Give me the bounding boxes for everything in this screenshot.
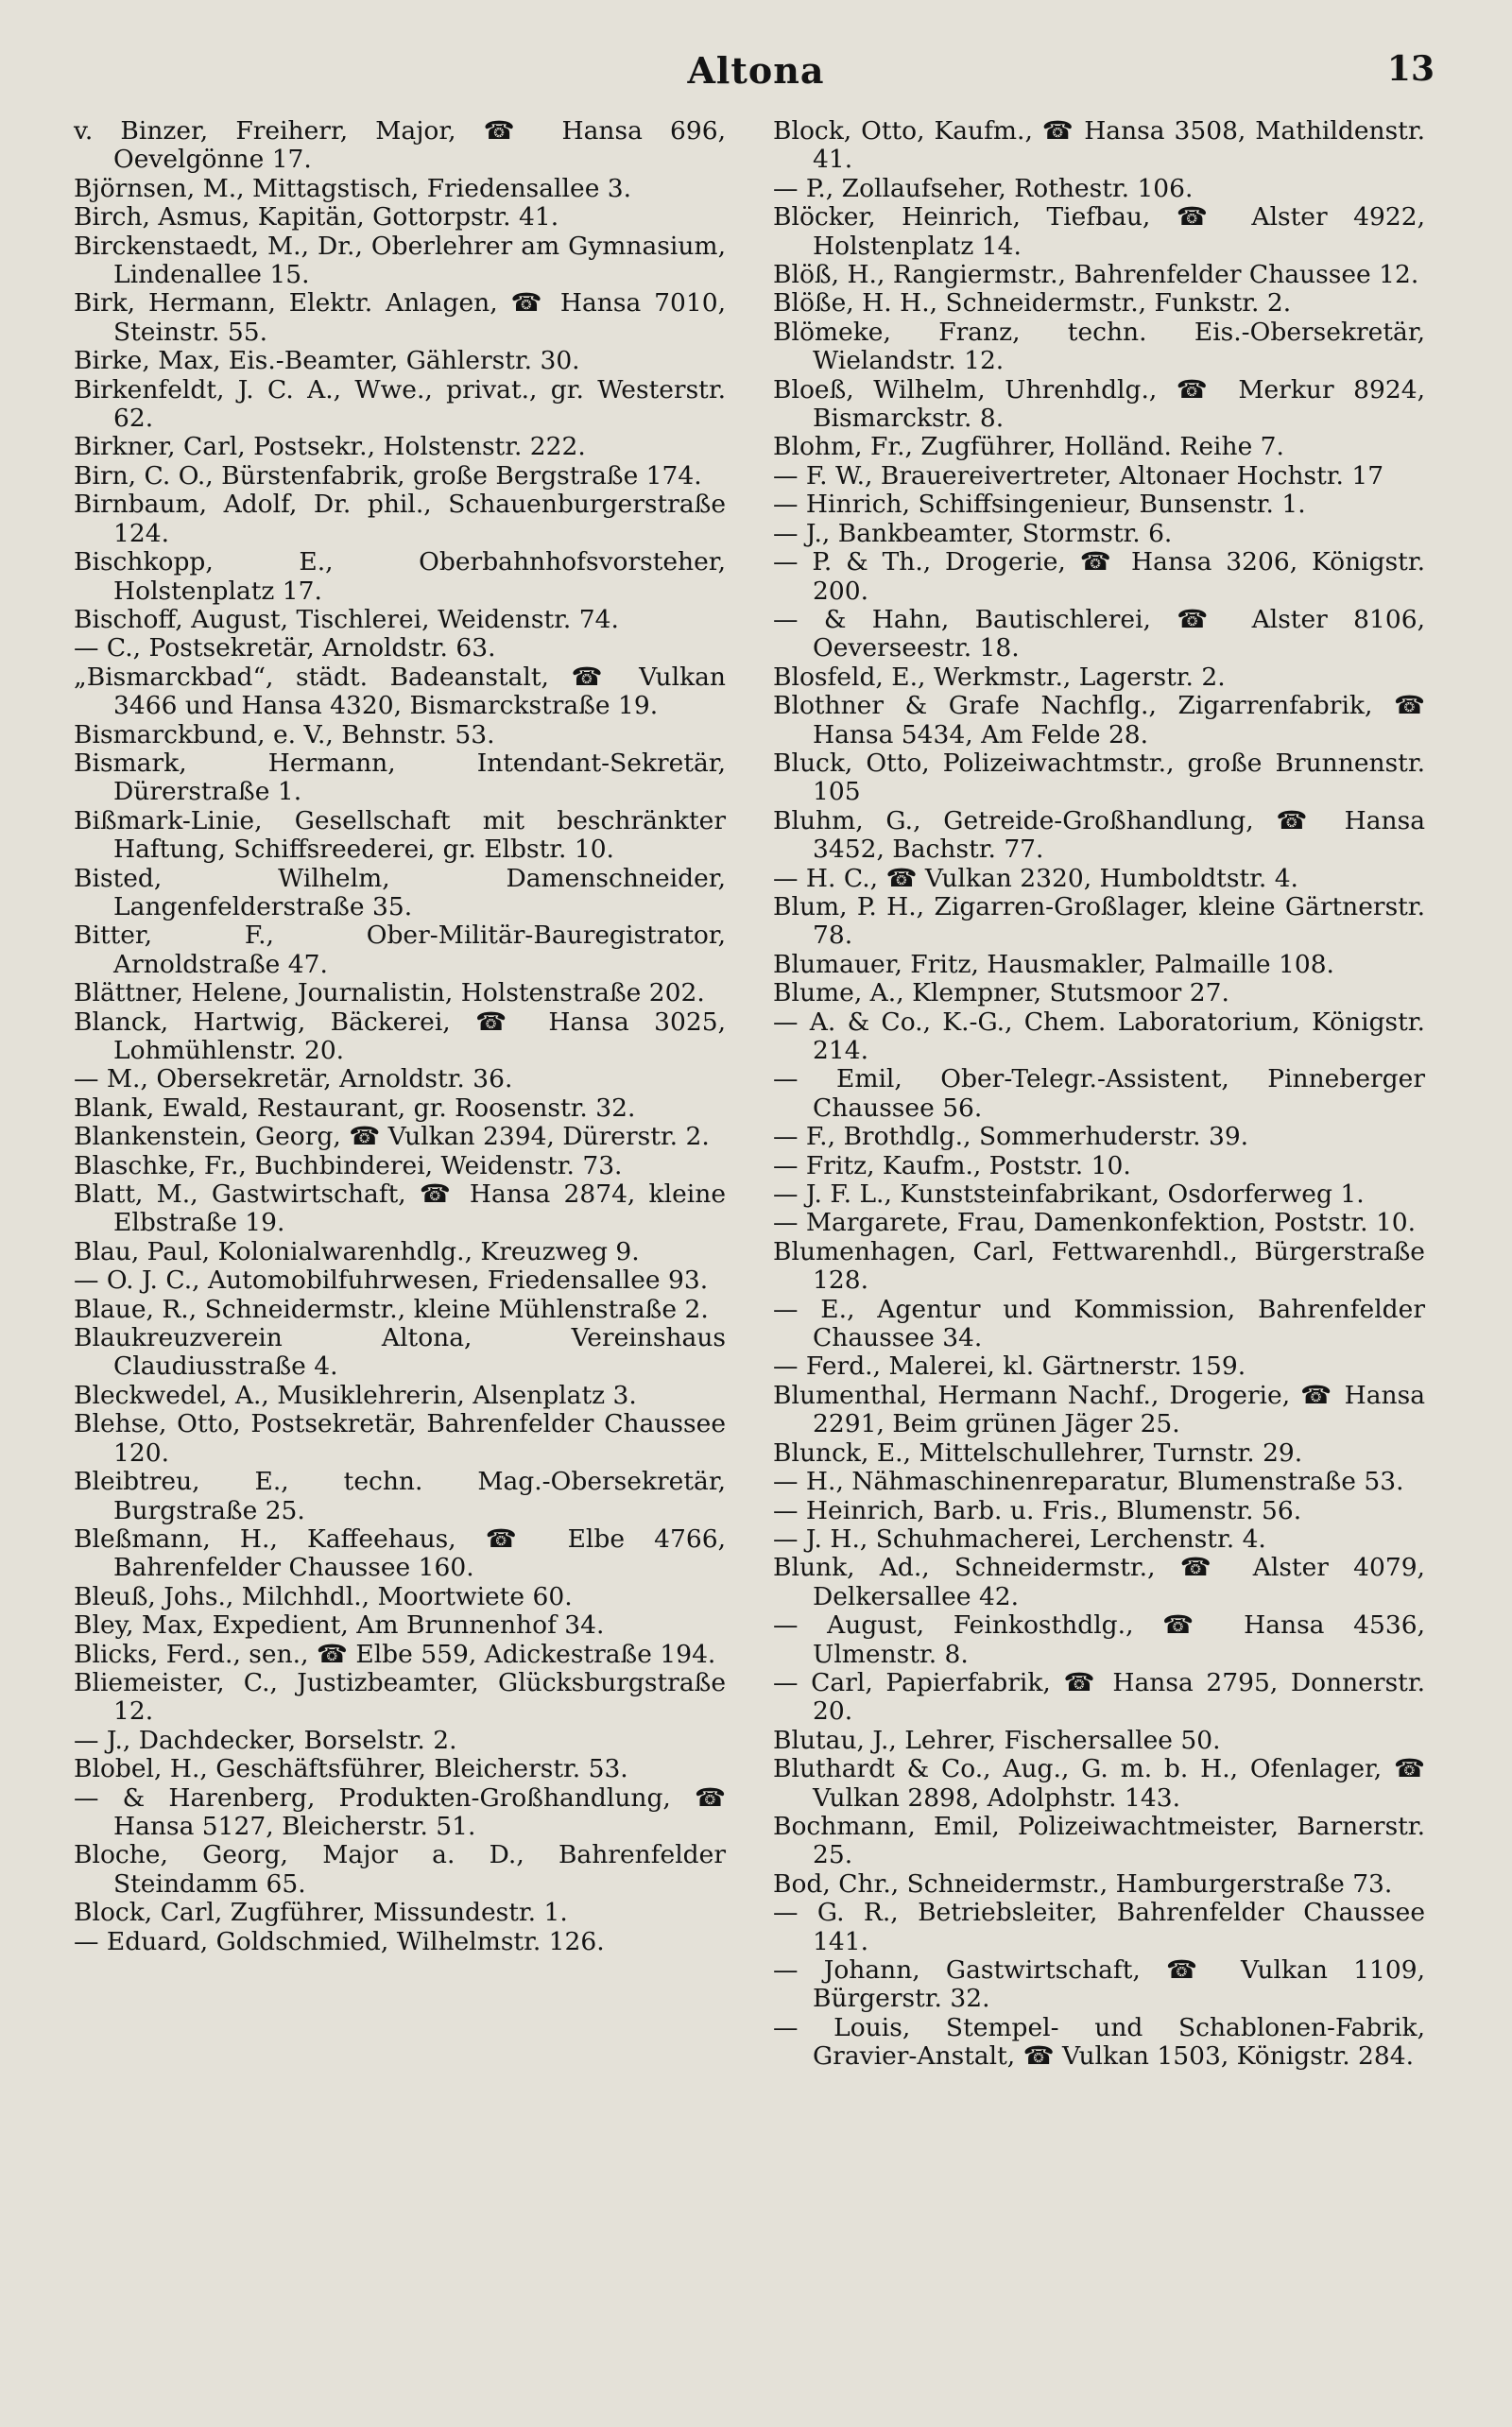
left-column — [74, 117, 726, 1956]
directory-entry: Bismark, Hermann, Intendant-Sekretär, Dürerstraße 1. — [74, 748, 726, 807]
directory-entry: Blum, P. H., Zigarren-Großlager, kleine Gärtnerstr. 78. — [773, 891, 1425, 951]
directory-entry: Bleuß, Johs., Milchhdl., Moortwiete 60. — [74, 1581, 573, 1611]
directory-entry: Birk, Hermann, Elektr. Anlagen, ☎ Hansa 7010, Steinstr. 55. — [74, 288, 726, 347]
directory-entry: Bißmark-Linie, Gesellschaft mit beschränkter Haftung, Schiffsreederei, gr. Elbstr. 10. — [74, 805, 726, 865]
directory-entry: — J. F. L., Kunststeinfabrikant, Osdorferweg 1. — [773, 1179, 1365, 1210]
directory-entry: Bischkopp, E., Oberbahnhofsvorsteher, Holstenplatz 17. — [74, 547, 726, 606]
directory-entry: v. Binzer, Freiherr, Major, ☎ Hansa 696, Oevelgönne 17. — [74, 116, 726, 175]
directory-entry: — E., Agentur und Kommission, Bahrenfelder Chaussee 34. — [773, 1294, 1425, 1353]
directory-entry: — Louis, Stempel- und Schablonen-Fabrik, Gravier-Anstalt, ☎ Vulkan 1503, Königstr. 284. — [773, 2012, 1425, 2072]
directory-entry: Blöße, H. H., Schneidermstr., Funkstr. 2. — [773, 288, 1292, 318]
directory-entry: — & Harenberg, Produkten-Großhandlung, ☎ Hansa 5127, Bleicherstr. 51. — [74, 1782, 726, 1841]
directory-entry: Blothner & Grafe Nachflg., Zigarrenfabrik, ☎ Hansa 5434, Am Felde 28. — [773, 691, 1425, 749]
directory-entry: — M., Obersekretär, Arnoldstr. 36. — [74, 1064, 513, 1094]
directory-entry: Bochmann, Emil, Polizeiwachtmeister, Barnerstr. 25. — [773, 1811, 1425, 1870]
directory-entry: Birnbaum, Adolf, Dr. phil., Schauenburgerstraße 124. — [74, 490, 726, 548]
directory-entry: Bluthardt & Co., Aug., G. m. b. H., Ofenlager, ☎ Vulkan 2898, Adolphstr. 143. — [773, 1754, 1425, 1813]
directory-entry: Blankenstein, Georg, ☎ Vulkan 2394, Dürerstr. 2. — [74, 1122, 710, 1152]
directory-entry: Björnsen, M., Mittagstisch, Friedensallee 3. — [74, 173, 632, 203]
directory-entry: „Bismarckbad“, städt. Badeanstalt, ☎ Vulkan 3466 und Hansa 4320, Bismarckstraße 19. — [74, 662, 726, 721]
directory-entry: Blutau, J., Lehrer, Fischersallee 50. — [773, 1725, 1221, 1755]
directory-entry: Bleibtreu, E., techn. Mag.-Obersekretär, Burgstraße 25. — [74, 1467, 726, 1525]
directory-entry: — H., Nähmaschinenreparatur, Blumenstraße 53. — [773, 1467, 1404, 1497]
directory-entry: — C., Postsekretär, Arnoldstr. 63. — [74, 633, 496, 663]
directory-entry: — P. & Th., Drogerie, ☎ Hansa 3206, Königstr. 200. — [773, 547, 1425, 606]
directory-entry: Blobel, H., Geschäftsführer, Bleicherstr. 53. — [74, 1754, 628, 1784]
directory-entry: — A. & Co., K.-G., Chem. Laboratorium, Königstr. 214. — [773, 1007, 1425, 1065]
directory-entry: Birke, Max, Eis.-Beamter, Gählerstr. 30. — [74, 346, 580, 376]
directory-entry: Blaue, R., Schneidermstr., kleine Mühlenstraße 2. — [74, 1294, 709, 1324]
directory-entry: — H. C., ☎ Vulkan 2320, Humboldtstr. 4. — [773, 863, 1298, 893]
directory-entry: — Ferd., Malerei, kl. Gärtnerstr. 159. — [773, 1351, 1246, 1382]
directory-entry: Blehse, Otto, Postsekretär, Bahrenfelder Chaussee 120. — [74, 1409, 726, 1468]
directory-entry: Blanck, Hartwig, Bäckerei, ☎ Hansa 3025, Lohmühlenstr. 20. — [74, 1007, 726, 1065]
directory-entry: Block, Carl, Zugführer, Missundestr. 1. — [74, 1898, 568, 1928]
directory-entry: Blumenhagen, Carl, Fettwarenhdl., Bürgerstraße 128. — [773, 1236, 1425, 1296]
directory-entry: Birch, Asmus, Kapitän, Gottorpstr. 41. — [74, 202, 559, 232]
directory-entry: Bismarckbund, e. V., Behnstr. 53. — [74, 719, 495, 749]
directory-entry: — Fritz, Kaufm., Poststr. 10. — [773, 1150, 1131, 1180]
directory-entry: — G. R., Betriebsleiter, Bahrenfelder Chaussee 141. — [773, 1898, 1425, 1956]
directory-entry: — F. W., Brauereivertreter, Altonaer Hochstr. 17 — [773, 460, 1384, 491]
directory-entry: Birkner, Carl, Postsekr., Holstenstr. 222. — [74, 432, 586, 462]
directory-entry: — Emil, Ober-Telegr.-Assistent, Pinneberger Chaussee 56. — [773, 1064, 1425, 1123]
directory-entry: — Eduard, Goldschmied, Wilhelmstr. 126. — [74, 1926, 605, 1956]
directory-entry: — J., Dachdecker, Borselstr. 2. — [74, 1725, 457, 1755]
directory-entry: Block, Otto, Kaufm., ☎ Hansa 3508, Mathildenstr. 41. — [773, 116, 1425, 175]
directory-entry: Birn, C. O., Bürstenfabrik, große Bergstraße 174. — [74, 460, 702, 491]
directory-entry: Blaukreuzverein Altona, Vereinshaus Claudiusstraße 4. — [74, 1323, 726, 1382]
directory-entry: Bluck, Otto, Polizeiwachtmstr., große Brunnenstr. 105 — [773, 748, 1425, 807]
directory-entry: Bloeß, Wilhelm, Uhrenhdlg., ☎ Merkur 8924, Bismarckstr. 8. — [773, 374, 1425, 434]
directory-entry: — J. H., Schuhmacherei, Lerchenstr. 4. — [773, 1523, 1266, 1554]
directory-entry: — F., Brothdlg., Sommerhuderstr. 39. — [773, 1122, 1249, 1152]
directory-entry: — P., Zollaufseher, Rothestr. 106. — [773, 173, 1194, 203]
directory-entry: — J., Bankbeamter, Stormstr. 6. — [773, 518, 1173, 548]
directory-entry: — Hinrich, Schiffsingenieur, Bunsenstr. 1. — [773, 490, 1306, 520]
directory-entry: Birkenfeldt, J. C. A., Wwe., privat., gr. Westerstr. 62. — [74, 374, 726, 434]
directory-entry: — Carl, Papierfabrik, ☎ Hansa 2795, Donnerstr. 20. — [773, 1667, 1425, 1727]
page-title: Altona — [687, 49, 825, 92]
right-column — [773, 117, 1425, 2072]
directory-entry: — Heinrich, Barb. u. Fris., Blumenstr. 56. — [773, 1495, 1302, 1525]
directory-entry: Bitter, F., Ober-Militär-Bauregistrator, Arnoldstraße 47. — [74, 921, 726, 979]
directory-entry: Blumenthal, Hermann Nachf., Drogerie, ☎ Hansa 2291, Beim grünen Jäger 25. — [773, 1380, 1425, 1439]
directory-entry: Bischoff, August, Tischlerei, Weidenstr. 74. — [74, 604, 619, 634]
directory-entry: Blau, Paul, Kolonialwarenhdlg., Kreuzweg 9. — [74, 1236, 640, 1266]
directory-entry: Blumauer, Fritz, Hausmakler, Palmaille 108. — [773, 949, 1334, 979]
directory-entry: — Johann, Gastwirtschaft, ☎ Vulkan 1109, Bürgerstr. 32. — [773, 1955, 1425, 2014]
page-number: 13 — [1386, 49, 1435, 89]
directory-entry: Blöß, H., Rangiermstr., Bahrenfelder Chaussee 12. — [773, 260, 1419, 290]
directory-entry: — & Hahn, Bautischlerei, ☎ Alster 8106, Oeverseestr. 18. — [773, 604, 1425, 663]
directory-entry: Bod, Chr., Schneidermstr., Hamburgerstraße 73. — [773, 1868, 1393, 1899]
directory-entry: Blank, Ewald, Restaurant, gr. Roosenstr. 32. — [74, 1093, 636, 1123]
directory-entry: — Margarete, Frau, Damenkonfektion, Poststr. 10. — [773, 1208, 1417, 1238]
directory-entry: Bley, Max, Expedient, Am Brunnenhof 34. — [74, 1610, 605, 1641]
directory-entry: Bisted, Wilhelm, Damenschneider, Langenfelderstraße 35. — [74, 863, 726, 921]
directory-entry: Blume, A., Klempner, Stutsmoor 27. — [773, 978, 1229, 1008]
page-header — [0, 49, 1512, 96]
directory-entry: Bloche, Georg, Major a. D., Bahrenfelder Steindamm 65. — [74, 1840, 726, 1899]
directory-entry: Birckenstaedt, M., Dr., Oberlehrer am Gymnasium, Lindenallee 15. — [74, 231, 726, 290]
directory-entry: Blicks, Ferd., sen., ☎ Elbe 559, Adickestraße 194. — [74, 1639, 716, 1669]
directory-entry: Blunk, Ad., Schneidermstr., ☎ Alster 4079, Delkersallee 42. — [773, 1553, 1425, 1611]
directory-entry: Bleckwedel, A., Musiklehrerin, Alsenplatz 3. — [74, 1380, 637, 1410]
directory-entry: Bluhm, G., Getreide-Großhandlung, ☎ Hansa 3452, Bachstr. 77. — [773, 805, 1425, 865]
directory-entry: — August, Feinkosthdlg., ☎ Hansa 4536, Ulmenstr. 8. — [773, 1610, 1425, 1669]
directory-entry: Blättner, Helene, Journalistin, Holstenstraße 202. — [74, 978, 705, 1008]
directory-entry: Blömeke, Franz, techn. Eis.-Obersekretär, Wielandstr. 12. — [773, 317, 1425, 376]
directory-entry: Blöcker, Heinrich, Tiefbau, ☎ Alster 4922, Holstenplatz 14. — [773, 202, 1425, 261]
directory-entry: — O. J. C., Automobilfuhrwesen, Friedensallee 93. — [74, 1265, 709, 1296]
directory-entry: Blaschke, Fr., Buchbinderei, Weidenstr. 73. — [74, 1150, 623, 1180]
directory-entry: Blatt, M., Gastwirtschaft, ☎ Hansa 2874, kleine Elbstraße 19. — [74, 1179, 726, 1238]
directory-entry: Blohm, Fr., Zugführer, Holländ. Reihe 7. — [773, 432, 1284, 462]
directory-entry: Bleßmann, H., Kaffeehaus, ☎ Elbe 4766, Bahrenfelder Chaussee 160. — [74, 1523, 726, 1583]
directory-entry: Blosfeld, E., Werkmstr., Lagerstr. 2. — [773, 662, 1226, 692]
directory-entry: Bliemeister, C., Justizbeamter, Glücksburgstraße 12. — [74, 1667, 726, 1727]
directory-entry: Blunck, E., Mittelschullehrer, Turnstr. 29. — [773, 1437, 1303, 1468]
